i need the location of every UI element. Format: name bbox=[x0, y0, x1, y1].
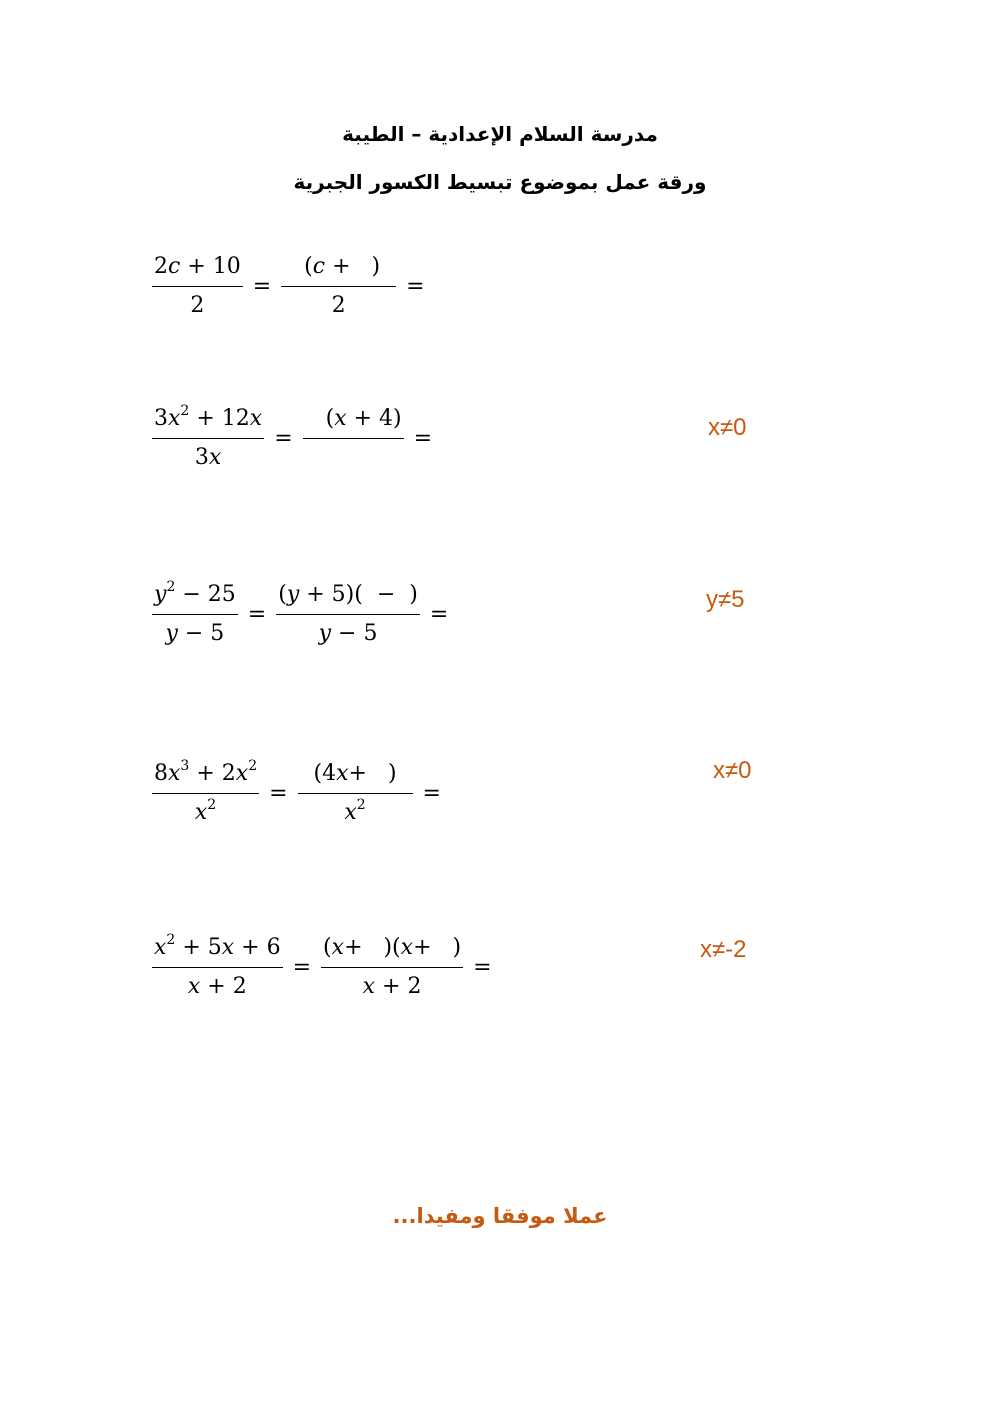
exercise-3: $\frac{y^2 - 25}{y - 5}$ = $\frac{(y + 5)( - )}{y - 5}$ = bbox=[152, 580, 458, 649]
condition-5: x≠-2 bbox=[700, 936, 747, 963]
exercise-1: $\frac{2c + 10}{2}$ = $\frac{(c + )}{2}$ = bbox=[152, 252, 435, 321]
fraction-blank: $\frac{(4x+ )}{x^2}$ bbox=[299, 761, 411, 825]
fraction-blank: (x + 4) bbox=[303, 404, 404, 473]
exercise-2: $\frac{3x^2 + 12x}{3x}$ = (x + 4) = bbox=[152, 404, 442, 473]
closing-message: عملا موفقا ومفيدا... bbox=[392, 1204, 608, 1228]
exercise-5: $\frac{x^2 + 5x + 6}{x + 2}$ = $\frac{(x+ )(x+ )}{x + 2}$ = bbox=[152, 933, 502, 1002]
fraction-blank: $\frac{(x+ )(x+ )}{x + 2}$ bbox=[323, 935, 462, 999]
fraction: $\frac{2c + 10}{2}$ bbox=[154, 254, 241, 318]
condition-4: x≠0 bbox=[713, 757, 752, 784]
exercise-4: $\frac{8x^3 + 2x^2}{x^2}$ = $\frac{(4x+ )}{x^2}$ = bbox=[152, 759, 451, 828]
fraction-blank: $\frac{(y + 5)( - )}{y - 5}$ bbox=[278, 582, 418, 646]
fraction: $\frac{8x^3 + 2x^2}{x^2}$ bbox=[154, 757, 258, 825]
fraction-blank: $\frac{(c + )}{2}$ bbox=[283, 254, 395, 318]
condition-3: y≠5 bbox=[706, 586, 745, 613]
condition-2: x≠0 bbox=[708, 414, 747, 441]
fraction: $\frac{y^2 - 25}{y - 5}$ bbox=[154, 578, 236, 646]
school-name: مدرسة السلام الإعدادية – الطيبة bbox=[342, 122, 658, 146]
fraction: $\frac{x^2 + 5x + 6}{x + 2}$ bbox=[154, 931, 281, 999]
worksheet-title: ورقة عمل بموضوع تبسيط الكسور الجبرية bbox=[293, 170, 707, 194]
fraction: $\frac{3x^2 + 12x}{3x}$ bbox=[154, 402, 263, 470]
